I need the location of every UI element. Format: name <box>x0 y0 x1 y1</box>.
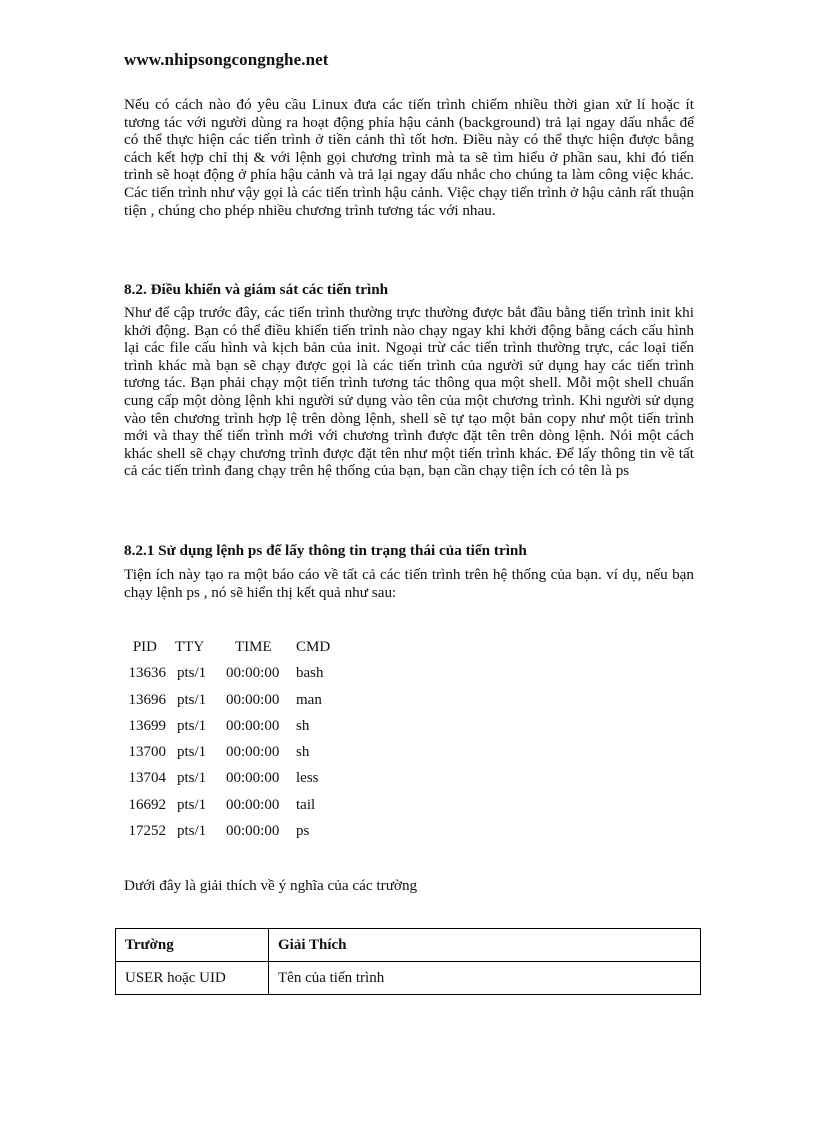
ps-time: 00:00:00 <box>226 823 280 840</box>
section-8-2-paragraph: Như để cập trước đây, các tiến trình thường trực thường được bắt đầu bằng tiến trình init khi khởi động. Bạn có thể điều khiển tiến trình nào chạy ngay khi khởi động bằng cách cấu hình lại các file cấu hình và kịch bản của init. Ngoại trừ các tiến trình thường trực, các loại tiến trình khác mà bạn sẽ chạy được gọi là các tiến trình của người sử dụng hay các tiến trình tương tác. Bạn phải chạy một tiến trình tương tác thông qua một shell. Mỗi một shell chuẩn cung cấp một dòng lệnh khi người sử dụng vào tên của một chương trình. Khi người sử dụng vào tên chương trình hợp lệ trên dòng lệnh, shell sẽ tự tạo một bản copy như một tiến trình mới và thay thế tiến trình mới với chương trình được đặt tên trên dòng lệnh. Nói một cách khác shell sẽ chạy chương trình được đặt tên như một tiến trình khác. Để lấy thông tin về tất cả các tiến trình đang chạy trên hệ thống của bạn, bạn cần chạy tiện ích có tên là ps <box>124 304 694 480</box>
ps-time: 00:00:00 <box>226 770 280 787</box>
ps-cmd: ps <box>296 823 310 840</box>
ps-tty: pts/1 <box>177 744 207 761</box>
ps-pid: 13699 <box>128 717 166 734</box>
ps-pid: 13700 <box>128 744 166 761</box>
ps-header-pid: PID <box>132 639 157 655</box>
fields-intro: Dưới đây là giải thích về ý nghĩa của các trường <box>124 877 418 894</box>
ps-tty: pts/1 <box>177 770 207 787</box>
ps-time: 00:00:00 <box>226 717 280 734</box>
ps-time: 00:00:00 <box>226 665 280 682</box>
ps-header-time: TIME <box>235 639 272 655</box>
ps-cmd: less <box>296 770 319 787</box>
ps-pid: 13696 <box>128 691 166 708</box>
fields-table <box>115 928 701 995</box>
ps-cmd: bash <box>296 665 324 682</box>
ps-header-cmd: CMD <box>296 639 331 655</box>
fields-header-description: Giải Thích <box>269 929 701 962</box>
ps-time: 00:00:00 <box>226 796 280 813</box>
section-8-2-1-paragraph: Tiện ích này tạo ra một báo cáo về tất cả các tiến trình trên hệ thống của bạn. ví dụ, nếu bạn chạy lệnh ps , nó sẽ hiển thị kết quả như sau: <box>124 566 694 601</box>
ps-tty: pts/1 <box>177 691 207 708</box>
ps-cmd: sh <box>296 744 310 761</box>
site-url: www.nhipsongcongnghe.net <box>124 50 329 69</box>
fields-header-row <box>116 929 701 962</box>
field-description-cell: Tên của tiến trình <box>269 962 701 995</box>
ps-pid: 16692 <box>128 796 166 813</box>
ps-tty: pts/1 <box>177 665 207 682</box>
section-8-2-heading: 8.2. Điều khiển và giám sát các tiến trình <box>124 281 389 298</box>
ps-pid: 13636 <box>128 665 166 682</box>
section-8-2-1-heading: 8.2.1 Sử dụng lệnh ps để lấy thông tin trạng thái của tiến trình <box>124 542 527 559</box>
ps-pid: 13704 <box>128 770 166 787</box>
ps-pid: 17252 <box>128 823 166 840</box>
ps-tty: pts/1 <box>177 796 207 813</box>
ps-time: 00:00:00 <box>226 744 280 761</box>
fields-header-field: Trường <box>116 929 269 962</box>
ps-cmd: tail <box>296 796 316 813</box>
ps-header-tty: TTY <box>175 639 205 655</box>
ps-time: 00:00:00 <box>226 691 280 708</box>
ps-tty: pts/1 <box>177 823 207 840</box>
table-row <box>116 962 701 995</box>
intro-paragraph: Nếu có cách nào đó yêu cầu Linux đưa các tiến trình chiếm nhiều thời gian xử lí hoặc ít tương tác với người dùng ra hoạt động phía hậu cảnh (background) trả lại ngay dấu nhắc để có thể thực hiện các tiến trình ở tiền cảnh thì tốt hơn. Điều này có thể thực hiện được bằng cách kết hợp chỉ thị & với lệnh gọi chương trình mà ta sẽ tìm hiểu ở phần sau, khi đó tiến trình sẽ hoạt động ở phía hậu cảnh và trả lại ngay dấu nhắc cho chúng ta làm công việc khác. Các tiến trình như vậy gọi là các tiến trình hậu cảnh. Việc chạy tiến trình ở hậu cảnh rất thuận tiện , chúng cho phép nhiều chương trình tương tác với nhau. <box>124 96 694 219</box>
ps-cmd: man <box>296 691 322 708</box>
field-name-cell: USER hoặc UID <box>116 962 269 995</box>
ps-cmd: sh <box>296 717 310 734</box>
ps-tty: pts/1 <box>177 717 207 734</box>
